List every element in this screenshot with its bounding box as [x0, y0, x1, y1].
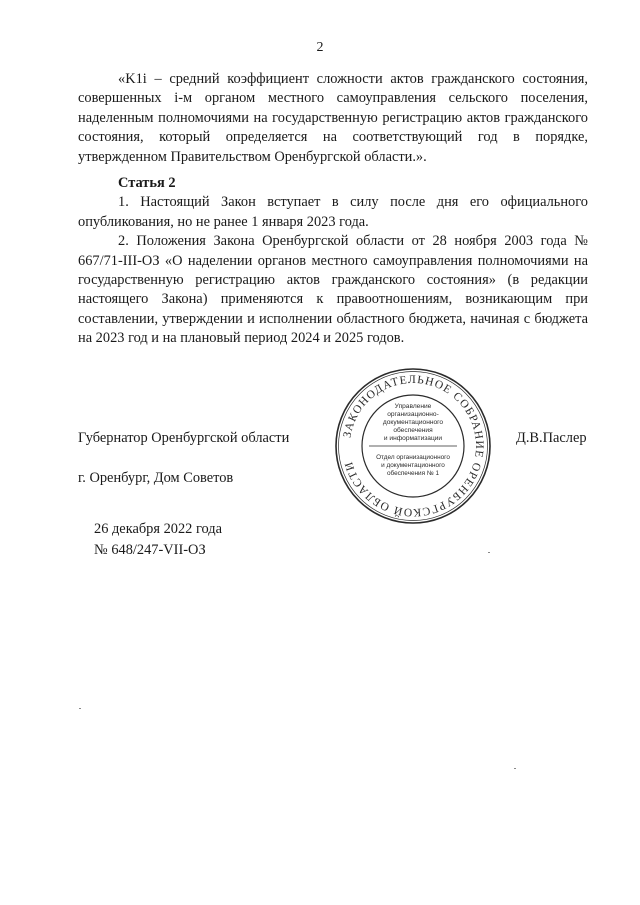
seal-inner-top-line-4: обеспечения	[393, 427, 433, 434]
governor-title: Губернатор Оренбургской области	[78, 430, 290, 446]
quote-paragraph	[78, 70, 588, 167]
official-seal	[333, 366, 493, 526]
seal-inner-top-line-2: организационно-	[387, 411, 439, 418]
article-2-item-2: 2. Положения Закона Оренбургской области от 28 ноября 2003 года № 667/71-III-ОЗ «О наделении органов местного самоуправления полномочиями на государственную регистрацию актов гражданского состояния» (в редакции настоящего Закона) применяются к правоотношениям, возникающим при составлении, утверждении и исполнении областного бюджета, начиная с бюджета на 2023 год и на плановый период 2024 и 2025 годов.	[78, 233, 588, 347]
seal-inner-bottom-line-2: и документационного	[381, 462, 445, 469]
signing-date: 26 декабря 2022 года	[94, 521, 223, 537]
signing-place: г. Оренбург, Дом Советов	[78, 470, 234, 486]
seal-inner-bottom-line-3: обеспечения № 1	[386, 470, 440, 477]
article-2	[78, 174, 588, 349]
seal-ring-text: ЗАКОНОДАТЕЛЬНОЕ СОБРАНИЕ ОРЕНБУРГСКОЙ ОБЛАСТИ	[341, 373, 486, 519]
scan-speck	[79, 708, 81, 709]
scan-speck	[488, 552, 490, 553]
seal-inner-top-line-5: и информатизации	[383, 435, 443, 442]
seal-inner-top-line-1: Управление	[394, 403, 432, 410]
seal-inner-top-line-3: документационного	[382, 419, 444, 426]
governor-name: Д.В.Паслер	[516, 430, 587, 446]
article-2-item-1: 1. Настоящий Закон вступает в силу после дня его официального опубликования, но не ранее 1 января 2023 года.	[78, 194, 588, 230]
scan-speck	[514, 768, 516, 769]
page-number: 2	[316, 40, 324, 55]
quote-paragraph-text: «K1i – средний коэффициент сложности актов гражданского состояния, совершенных i-м органом местного самоуправления сельского поселения, наделенным полномочиями на государственную регистрацию актов гражданского состояния, который определяется на соответствующий год в порядке, утвержденном Правительством Оренбургской области.».	[78, 71, 588, 165]
law-number: № 648/247-VII-ОЗ	[94, 542, 206, 558]
seal-inner-bottom-line-1: Отдел организационного	[376, 454, 450, 461]
article-2-title: Статья 2	[118, 175, 176, 191]
